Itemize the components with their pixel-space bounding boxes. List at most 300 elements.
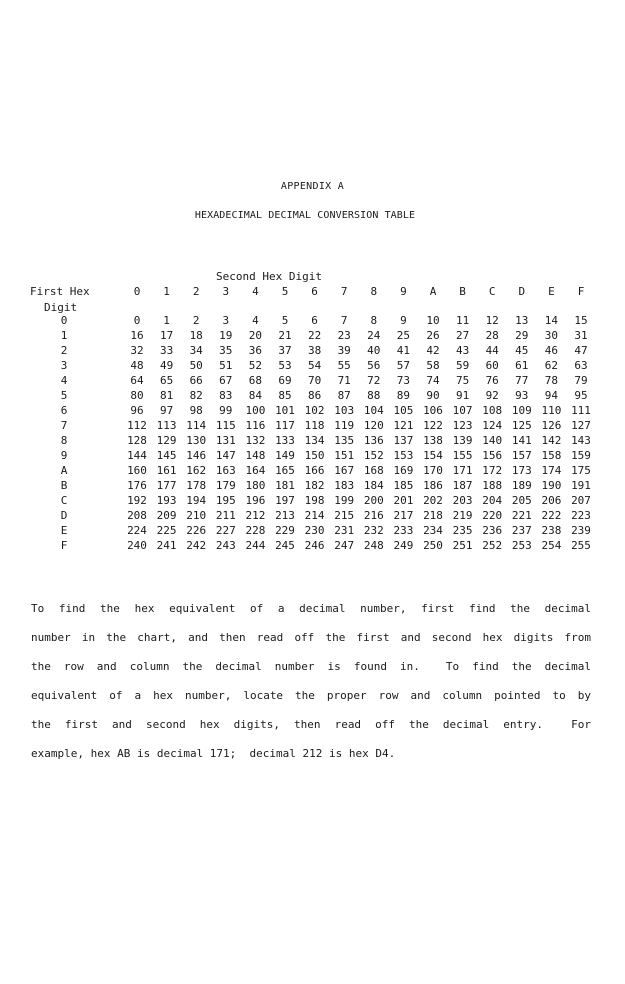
table-cell: 217: [393, 509, 414, 522]
table-cell: 243: [215, 539, 236, 552]
table-cell: 190: [541, 479, 562, 492]
table-cell: 164: [245, 464, 266, 477]
table-cell: 86: [307, 389, 322, 402]
table-cell: 185: [393, 479, 414, 492]
table-cell: 162: [186, 464, 207, 477]
table-cell: 77: [515, 374, 529, 387]
table-cell: 214: [304, 509, 325, 522]
table-cell: 159: [571, 449, 591, 462]
table-cell: 117: [275, 419, 295, 432]
table-cell: 74: [426, 374, 440, 387]
table-cell: 132: [245, 434, 266, 447]
table-cell: 156: [482, 449, 503, 462]
table-cell: 10: [426, 314, 440, 327]
table-cell: 76: [485, 374, 499, 387]
table-cell: 148: [245, 449, 266, 462]
table-cell: 151: [334, 449, 355, 462]
table-cell: 96: [130, 404, 144, 417]
table-cell: 253: [511, 539, 532, 552]
table-cell: 216: [363, 509, 384, 522]
table-cell: 56: [367, 359, 381, 372]
table-cell: 152: [363, 449, 384, 462]
table-cell: 121: [393, 419, 414, 432]
table-cell: 97: [159, 404, 174, 417]
table-cell: 8: [370, 314, 378, 327]
table-cell: 227: [215, 524, 236, 537]
table-cell: 3: [222, 314, 230, 327]
table-cell: 88: [367, 389, 381, 402]
table-cell: 250: [423, 539, 443, 552]
table-cell: 36: [248, 344, 263, 357]
table-cell: 249: [393, 539, 414, 552]
column-header: 4: [252, 285, 259, 298]
table-cell: 98: [189, 404, 203, 417]
table-cell: 224: [127, 524, 147, 537]
row-label: F: [60, 539, 68, 552]
table-cell: 136: [363, 434, 384, 447]
table-cell: 242: [186, 539, 207, 552]
table-cell: 51: [219, 359, 233, 372]
table-cell: 69: [278, 374, 292, 387]
table-cell: 248: [363, 539, 384, 552]
table-cell: 175: [571, 464, 591, 477]
table-cell: 102: [304, 404, 325, 417]
table-cell: 240: [127, 539, 147, 552]
table-cell: 39: [337, 344, 351, 357]
table-cell: 13: [515, 314, 529, 327]
table-cell: 17: [159, 329, 174, 342]
table-cell: 150: [304, 449, 325, 462]
table-cell: 19: [219, 329, 233, 342]
table-cell: 179: [215, 479, 236, 492]
table-cell: 14: [544, 314, 559, 327]
table-cell: 50: [189, 359, 203, 372]
table-cell: 254: [541, 539, 562, 552]
table-cell: 6: [311, 314, 318, 327]
table-cell: 149: [275, 449, 295, 462]
table-title: HEXADECIMAL DECIMAL CONVERSION TABLE: [194, 210, 416, 221]
table-cell: 222: [541, 509, 562, 522]
table-cell: 11: [455, 314, 470, 327]
column-header: 6: [311, 285, 318, 298]
table-cell: 177: [156, 479, 177, 492]
table-cell: 189: [511, 479, 532, 492]
column-header: 8: [370, 285, 378, 298]
table-cell: 63: [574, 359, 588, 372]
column-header: A: [429, 285, 437, 298]
table-cell: 53: [278, 359, 292, 372]
table-cell: 71: [337, 374, 351, 387]
table-cell: 92: [485, 389, 499, 402]
table-cell: 161: [156, 464, 177, 477]
table-cell: 158: [541, 449, 562, 462]
table-cell: 251: [452, 539, 473, 552]
table-cell: 30: [544, 329, 559, 342]
table-cell: 47: [574, 344, 588, 357]
table-cell: 114: [186, 419, 207, 432]
table-cell: 18: [189, 329, 203, 342]
table-cell: 181: [275, 479, 295, 492]
table-cell: 110: [541, 404, 562, 417]
table-cell: 141: [511, 434, 532, 447]
table-cell: 124: [482, 419, 503, 432]
table-cell: 22: [307, 329, 322, 342]
table-cell: 42: [426, 344, 440, 357]
table-cell: 133: [275, 434, 295, 447]
column-header: F: [577, 285, 585, 298]
row-label: 4: [60, 374, 68, 387]
table-cell: 104: [363, 404, 384, 417]
table-cell: 2: [192, 314, 200, 327]
table-cell: 52: [248, 359, 263, 372]
table-cell: 188: [482, 479, 503, 492]
table-cell: 107: [452, 404, 473, 417]
table-cell: 168: [363, 464, 384, 477]
row-label: A: [60, 464, 68, 477]
table-cell: 220: [482, 509, 503, 522]
table-cell: 82: [189, 389, 203, 402]
table-cell: 64: [130, 374, 144, 387]
table-cell: 99: [219, 404, 233, 417]
row-header-line1: First Hex: [30, 285, 90, 298]
table-cell: 122: [423, 419, 443, 432]
table-cell: 170: [423, 464, 443, 477]
table-cell: 80: [130, 389, 144, 402]
table-cell: 154: [423, 449, 443, 462]
table-cell: 81: [159, 389, 174, 402]
table-cell: 139: [452, 434, 473, 447]
table-cell: 219: [452, 509, 473, 522]
appendix-heading: APPENDIX A: [280, 181, 345, 192]
table-cell: 212: [245, 509, 266, 522]
table-cell: 225: [156, 524, 177, 537]
table-cell: 127: [571, 419, 591, 432]
table-cell: 57: [396, 359, 411, 372]
table-cell: 140: [482, 434, 503, 447]
table-cell: 67: [219, 374, 233, 387]
table-cell: 173: [511, 464, 532, 477]
table-cell: 5: [281, 314, 289, 327]
table-cell: 176: [127, 479, 147, 492]
table-cell: 206: [541, 494, 562, 507]
table-cell: 231: [334, 524, 355, 537]
table-cell: 68: [248, 374, 263, 387]
table-cell: 120: [363, 419, 384, 432]
table-cell: 100: [245, 404, 266, 417]
row-label: 3: [60, 359, 68, 372]
table-cell: 37: [278, 344, 292, 357]
paragraph-line: example, hex AB is decimal 171; decimal 212 is hex D4.: [31, 747, 396, 760]
table-cell: 182: [304, 479, 325, 492]
table-cell: 147: [215, 449, 236, 462]
row-label: 7: [60, 419, 68, 432]
column-header: E: [548, 285, 555, 298]
table-cell: 169: [393, 464, 414, 477]
table-cell: 31: [574, 329, 588, 342]
table-cell: 49: [159, 359, 174, 372]
table-cell: 204: [482, 494, 503, 507]
row-label: 0: [60, 314, 68, 327]
table-cell: 171: [452, 464, 473, 477]
paragraph-line: To find the hex equivalent of a decimal number, first find the decimal: [31, 602, 591, 615]
table-cell: 72: [367, 374, 381, 387]
table-cell: 58: [426, 359, 440, 372]
table-cell: 155: [452, 449, 473, 462]
row-header-line2: Digit: [44, 301, 78, 314]
table-cell: 205: [511, 494, 532, 507]
table-cell: 215: [334, 509, 355, 522]
table-cell: 115: [215, 419, 236, 432]
column-header: D: [518, 285, 526, 298]
table-cell: 160: [127, 464, 147, 477]
row-label: 6: [60, 404, 68, 417]
table-cell: 234: [423, 524, 443, 537]
table-cell: 233: [393, 524, 414, 537]
table-cell: 235: [452, 524, 473, 537]
row-label: D: [60, 509, 68, 522]
table-cell: 174: [541, 464, 562, 477]
table-cell: 157: [511, 449, 532, 462]
column-header: 5: [281, 285, 289, 298]
table-cell: 191: [571, 479, 591, 492]
table-cell: 105: [393, 404, 414, 417]
column-header: 1: [163, 285, 170, 298]
table-cell: 27: [455, 329, 470, 342]
table-cell: 113: [156, 419, 177, 432]
column-header: C: [488, 285, 496, 298]
table-cell: 126: [541, 419, 562, 432]
table-cell: 91: [455, 389, 470, 402]
column-header: B: [459, 285, 466, 298]
table-cell: 198: [304, 494, 325, 507]
table-cell: 65: [159, 374, 174, 387]
table-cell: 131: [215, 434, 236, 447]
table-cell: 202: [423, 494, 443, 507]
table-cell: 172: [482, 464, 503, 477]
table-cell: 116: [245, 419, 266, 432]
table-cell: 232: [363, 524, 384, 537]
table-cell: 54: [307, 359, 322, 372]
table-cell: 226: [186, 524, 207, 537]
table-cell: 87: [337, 389, 351, 402]
column-header: 2: [192, 285, 200, 298]
table-cell: 199: [334, 494, 355, 507]
table-cell: 123: [452, 419, 473, 432]
table-cell: 84: [248, 389, 263, 402]
table-cell: 247: [334, 539, 355, 552]
table-cell: 12: [485, 314, 499, 327]
table-cell: 20: [248, 329, 263, 342]
table-cell: 193: [156, 494, 177, 507]
table-cell: 9: [400, 314, 407, 327]
table-cell: 195: [215, 494, 236, 507]
table-cell: 241: [156, 539, 177, 552]
table-cell: 66: [189, 374, 203, 387]
table-cell: 238: [541, 524, 562, 537]
table-cell: 196: [245, 494, 266, 507]
row-header-label: [30, 284, 90, 316]
table-cell: 186: [423, 479, 443, 492]
table-cell: 130: [186, 434, 207, 447]
row-label: 2: [60, 344, 68, 357]
table-cell: 111: [571, 404, 591, 417]
table-cell: 7: [340, 314, 348, 327]
table-cell: 0: [133, 314, 141, 327]
column-header: 0: [133, 285, 141, 298]
table-cell: 73: [396, 374, 411, 387]
table-cell: 194: [186, 494, 207, 507]
table-cell: 29: [515, 329, 529, 342]
table-cell: 4: [252, 314, 259, 327]
table-cell: 94: [544, 389, 559, 402]
row-label: B: [60, 479, 68, 492]
table-cell: 118: [304, 419, 325, 432]
table-cell: 95: [574, 389, 588, 402]
table-cell: 153: [393, 449, 414, 462]
table-cell: 137: [393, 434, 414, 447]
paragraph-line: equivalent of a hex number, locate the proper row and column pointed to by: [31, 689, 591, 702]
table-cell: 255: [571, 539, 591, 552]
table-cell: 40: [367, 344, 381, 357]
table-cell: 245: [275, 539, 295, 552]
column-header: 3: [222, 285, 230, 298]
table-cell: 237: [511, 524, 532, 537]
table-cell: 200: [363, 494, 384, 507]
paragraph-line: the first and second hex digits, then read off the decimal entry. For: [31, 718, 591, 731]
table-cell: 143: [571, 434, 591, 447]
table-cell: 89: [396, 389, 411, 402]
table-cell: 1: [163, 314, 170, 327]
table-cell: 28: [485, 329, 499, 342]
table-cell: 79: [574, 374, 588, 387]
table-cell: 252: [482, 539, 503, 552]
table-cell: 223: [571, 509, 591, 522]
table-cell: 78: [544, 374, 559, 387]
table-cell: 180: [245, 479, 266, 492]
table-cell: 41: [396, 344, 411, 357]
table-cell: 211: [215, 509, 236, 522]
row-label: 5: [60, 389, 68, 402]
table-cell: 197: [275, 494, 295, 507]
table-cell: 178: [186, 479, 207, 492]
table-cell: 48: [130, 359, 144, 372]
table-cell: 61: [515, 359, 529, 372]
table-cell: 146: [186, 449, 207, 462]
row-label: 8: [60, 434, 68, 447]
table-cell: 44: [485, 344, 499, 357]
explanation-paragraph: [31, 594, 591, 768]
table-cell: 46: [544, 344, 559, 357]
table-cell: 184: [363, 479, 384, 492]
row-label: C: [60, 494, 68, 507]
table-cell: 16: [130, 329, 144, 342]
paragraph-line: the row and column the decimal number is found in. To find the decimal: [31, 660, 591, 673]
table-cell: 165: [275, 464, 295, 477]
table-cell: 70: [307, 374, 322, 387]
table-cell: 213: [275, 509, 295, 522]
table-cell: 85: [278, 389, 292, 402]
table-cell: 112: [127, 419, 147, 432]
table-cell: 138: [423, 434, 443, 447]
table-cell: 228: [245, 524, 266, 537]
row-label: E: [60, 524, 68, 537]
row-label: 1: [60, 329, 68, 342]
table-cell: 230: [304, 524, 325, 537]
table-cell: 93: [515, 389, 529, 402]
table-cell: 218: [423, 509, 443, 522]
column-header: 7: [340, 285, 348, 298]
table-cell: 201: [393, 494, 414, 507]
table-cell: 43: [455, 344, 470, 357]
table-cell: 15: [574, 314, 588, 327]
table-cell: 187: [452, 479, 473, 492]
table-cell: 33: [159, 344, 174, 357]
table-cell: 209: [156, 509, 177, 522]
column-group-label: Second Hex Digit: [216, 270, 322, 283]
table-cell: 60: [485, 359, 499, 372]
row-label: 9: [60, 449, 68, 462]
table-cell: 90: [426, 389, 440, 402]
table-cell: 134: [304, 434, 325, 447]
table-cell: 166: [304, 464, 325, 477]
table-cell: 192: [127, 494, 147, 507]
table-cell: 246: [304, 539, 325, 552]
table-cell: 101: [275, 404, 295, 417]
table-cell: 129: [156, 434, 177, 447]
table-cell: 38: [307, 344, 322, 357]
table-cell: 23: [337, 329, 351, 342]
table-cell: 25: [396, 329, 411, 342]
table-cell: 229: [275, 524, 295, 537]
table-cell: 207: [571, 494, 591, 507]
table-cell: 21: [278, 329, 292, 342]
table-cell: 244: [245, 539, 266, 552]
table-cell: 183: [334, 479, 355, 492]
table-cell: 167: [334, 464, 355, 477]
table-cell: 55: [337, 359, 351, 372]
table-cell: 106: [423, 404, 443, 417]
table-cell: 208: [127, 509, 147, 522]
table-cell: 163: [215, 464, 236, 477]
table-cell: 103: [334, 404, 355, 417]
table-cell: 109: [511, 404, 532, 417]
table-cell: 108: [482, 404, 503, 417]
table-cell: 83: [219, 389, 233, 402]
table-cell: 119: [334, 419, 355, 432]
table-cell: 125: [511, 419, 532, 432]
table-cell: 26: [426, 329, 440, 342]
table-cell: 239: [571, 524, 591, 537]
table-cell: 144: [127, 449, 147, 462]
table-cell: 236: [482, 524, 503, 537]
paragraph-line: number in the chart, and then read off the first and second hex digits from: [31, 631, 591, 644]
table-cell: 34: [189, 344, 203, 357]
table-cell: 32: [130, 344, 144, 357]
table-cell: 221: [511, 509, 532, 522]
table-cell: 59: [455, 359, 470, 372]
table-cell: 35: [219, 344, 233, 357]
table-cell: 142: [541, 434, 562, 447]
table-cell: 145: [156, 449, 177, 462]
table-cell: 45: [515, 344, 529, 357]
column-header: 9: [400, 285, 407, 298]
table-cell: 135: [334, 434, 355, 447]
table-cell: 128: [127, 434, 147, 447]
table-cell: 75: [455, 374, 470, 387]
table-cell: 210: [186, 509, 207, 522]
table-cell: 62: [544, 359, 559, 372]
table-cell: 24: [367, 329, 381, 342]
